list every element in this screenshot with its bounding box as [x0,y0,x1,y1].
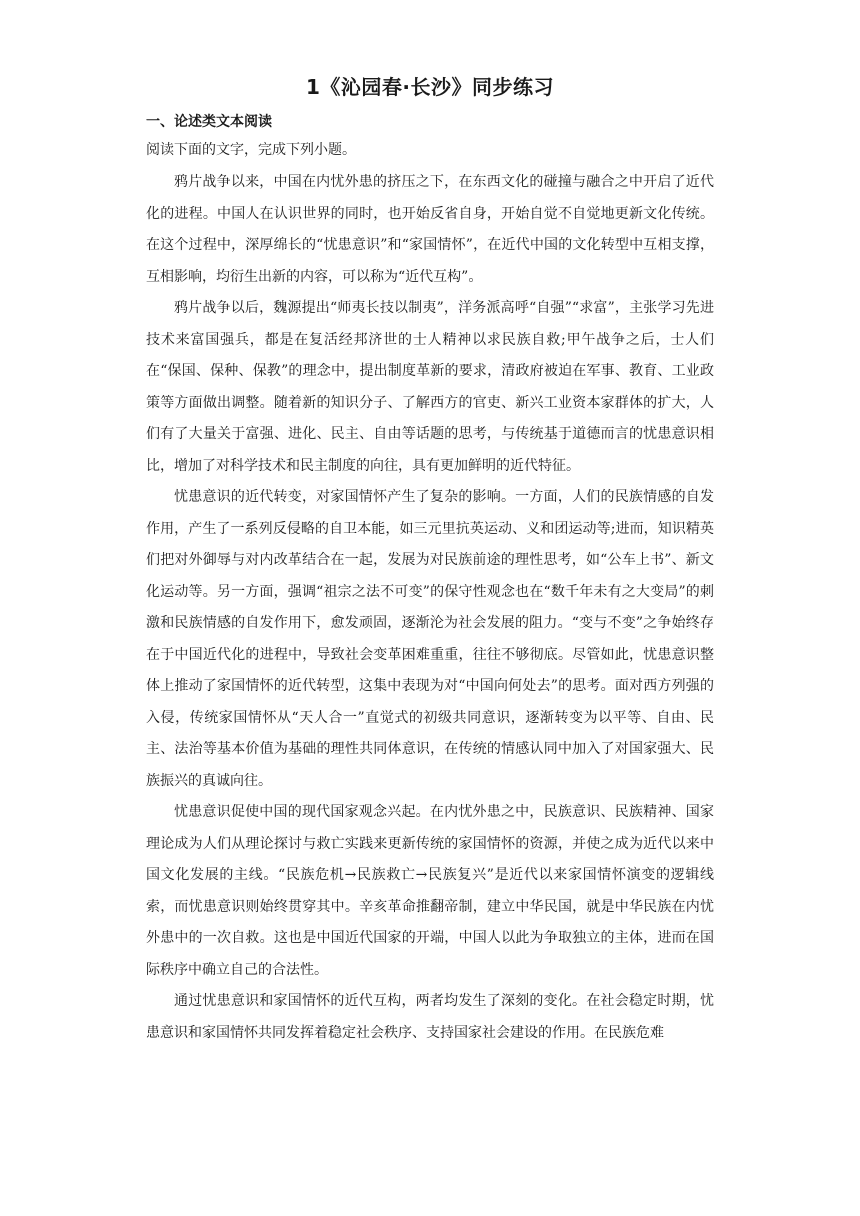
passage-paragraph-2: 鸦片战争以后，魏源提出“师夷长技以制夷”，洋务派高呼“自强”“求富”，主张学习先进技术来富国强兵，都是在复活经邦济世的士人精神以求民族自救;甲午战争之后，士人们在“保国、保种、保教”的理念中，提出制度革新的要求，清政府被迫在军事、教育、工业政策等方面做出调整。随着新的知识分子、了解西方的官吏、新兴工业资本家群体的扩大，人们有了大量关于富强、进化、民主、自由等话题的思考，与传统基于道德而言的忧患意识相比，增加了对科学技术和民主制度的向往，具有更加鲜明的近代特征。 [146,300,714,474]
section-heading: 一、论述类文本阅读 [146,114,272,130]
reading-instruction: 阅读下面的文字，完成下列小题。 [146,142,356,158]
passage-paragraph-4: 忧患意识促使中国的现代国家观念兴起。在内忧外患之中，民族意识、民族精神、国家理论成为人们从理论探讨与救亡实践来更新传统的家国情怀的资源，并使之成为近代以来中国文化发展的主线。“民族危机→民族救亡→民族复兴”是近代以来家国情怀演变的逻辑线索，而忧患意识则始终贯穿其中。辛亥革命推翻帝制，建立中华民国，就是中华民族在内忧外患中的一次自救。这也是中国近代国家的开端，中国人以此为争取独立的主体，进而在国际秩序中确立自己的合法性。 [146,804,714,978]
passage-paragraph-5: 通过忧患意识和家国情怀的近代互构，两者均发生了深刻的变化。在社会稳定时期，忧患意识和家国情怀共同发挥着稳定社会秩序、支持国家社会建设的作用。在民族危难 [146,993,714,1041]
passage-paragraph-3: 忧患意识的近代转变，对家国情怀产生了复杂的影响。一方面，人们的民族情感的自发作用，产生了一系列反侵略的自卫本能，如三元里抗英运动、义和团运动等;进而，知识精英们把对外御辱与对内改革结合在一起，发展为对民族前途的理性思考，如“公车上书”、新文化运动等。另一方面，强调“祖宗之法不可变”的保守性观念也在“数千年未有之大变局”的刺激和民族情感的自发作用下，愈发顽固，逐渐沦为社会发展的阻力。“变与不变”之争始终存在于中国近代化的进程中，导致社会变革困难重重，往往不够彻底。尽管如此，忧患意识整体上推动了家国情怀的近代转型，这集中表现为对“中国向何处去”的思考。面对西方列强的入侵，传统家国情怀从“天人合一”直觉式的初级共同意识，逐渐转变为以平等、自由、民主、法治等基本价值为基础的理性共同体意识，在传统的情感认同中加入了对国家强大、民族振兴的真诚向往。 [146,489,714,789]
document-title: 1《沁园春·长沙》同步练习 [305,75,554,99]
reading-passage [146,167,714,1049]
passage-paragraph-1: 鸦片战争以来，中国在内忧外患的挤压之下，在东西文化的碰撞与融合之中开启了近代化的进程。中国人在认识世界的同时，也开始反省自身，开始自觉不自觉地更新文化传统。在这个过程中，深厚绵长的“忧患意识”和“家国情怀”，在近代中国的文化转型中互相支撑，互相影响，均衍生出新的内容，可以称为“近代互构”。 [146,174,714,285]
